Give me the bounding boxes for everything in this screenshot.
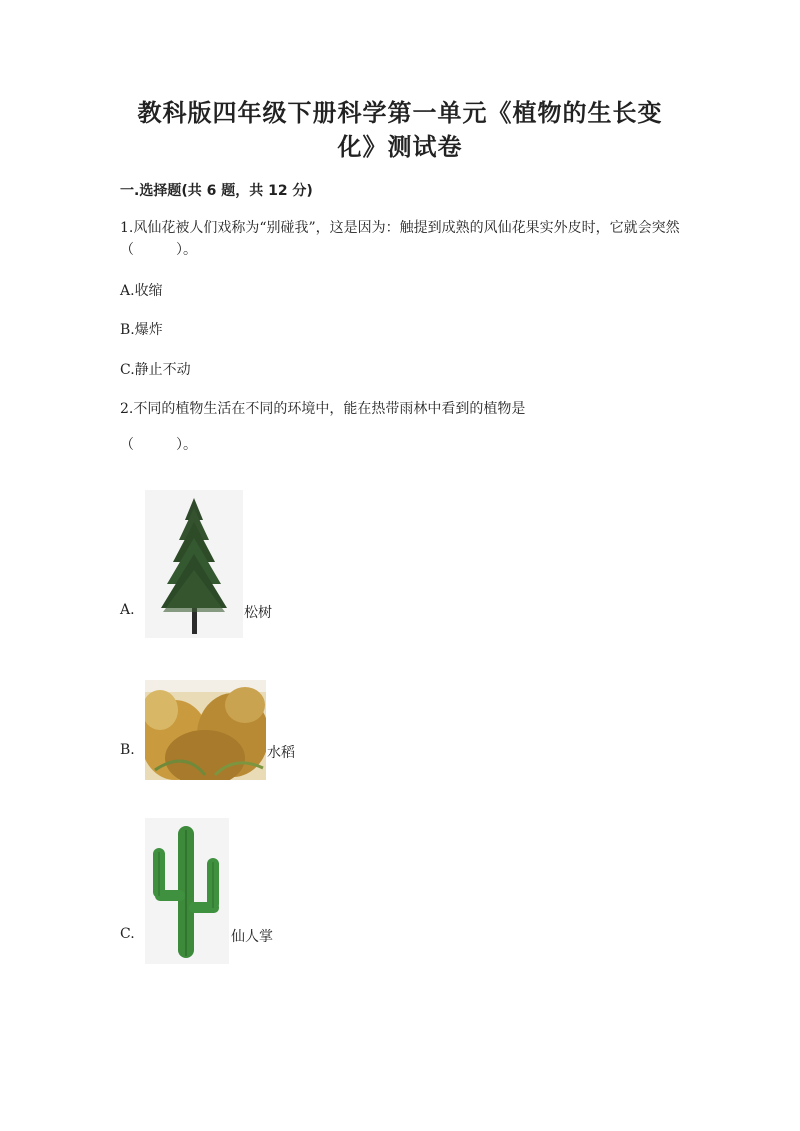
q1-option-b-text: 爆炸 xyxy=(134,322,163,338)
rice-plant-image xyxy=(145,680,266,780)
section-heading: 一.选择题(共 6 题，共 12 分) xyxy=(120,183,313,199)
q1-option-a-letter: A. xyxy=(120,283,135,299)
question-2-text: 2.不同的植物生活在不同的环境中，能在热带雨林中看到的植物是 xyxy=(120,401,526,417)
document-title xyxy=(100,96,700,164)
q2-option-b-text: 水稻 xyxy=(267,745,295,761)
title-line-2: 化》测试卷 xyxy=(337,133,463,161)
q1-option-b[interactable] xyxy=(120,319,163,341)
q1-option-a[interactable] xyxy=(120,280,163,302)
q2-option-b-letter: B. xyxy=(120,742,135,758)
q2-option-a-text: 松树 xyxy=(244,605,272,621)
q1-option-b-letter: B. xyxy=(120,322,135,338)
q1-option-c-letter: C. xyxy=(120,362,135,378)
pine-tree-image xyxy=(145,490,243,638)
cactus-image xyxy=(145,818,229,964)
q1-option-a-text: 收缩 xyxy=(134,283,163,299)
title-line-1: 教科版四年级下册科学第一单元《植物的生长变 xyxy=(137,99,663,127)
q1-option-c[interactable] xyxy=(120,359,191,381)
q1-option-c-text: 静止不动 xyxy=(134,362,191,378)
q2-option-c-letter: C. xyxy=(120,926,135,942)
q2-option-c-text: 仙人掌 xyxy=(231,929,273,945)
q2-option-a-letter: A. xyxy=(120,602,135,618)
question-2-blank: （ ）。 xyxy=(120,437,197,453)
question-1-text: 1.风仙花被人们戏称为“别碰我”，这是因为：触提到成熟的风仙花果实外皮时，它就会突然（ ）。 xyxy=(120,220,680,258)
